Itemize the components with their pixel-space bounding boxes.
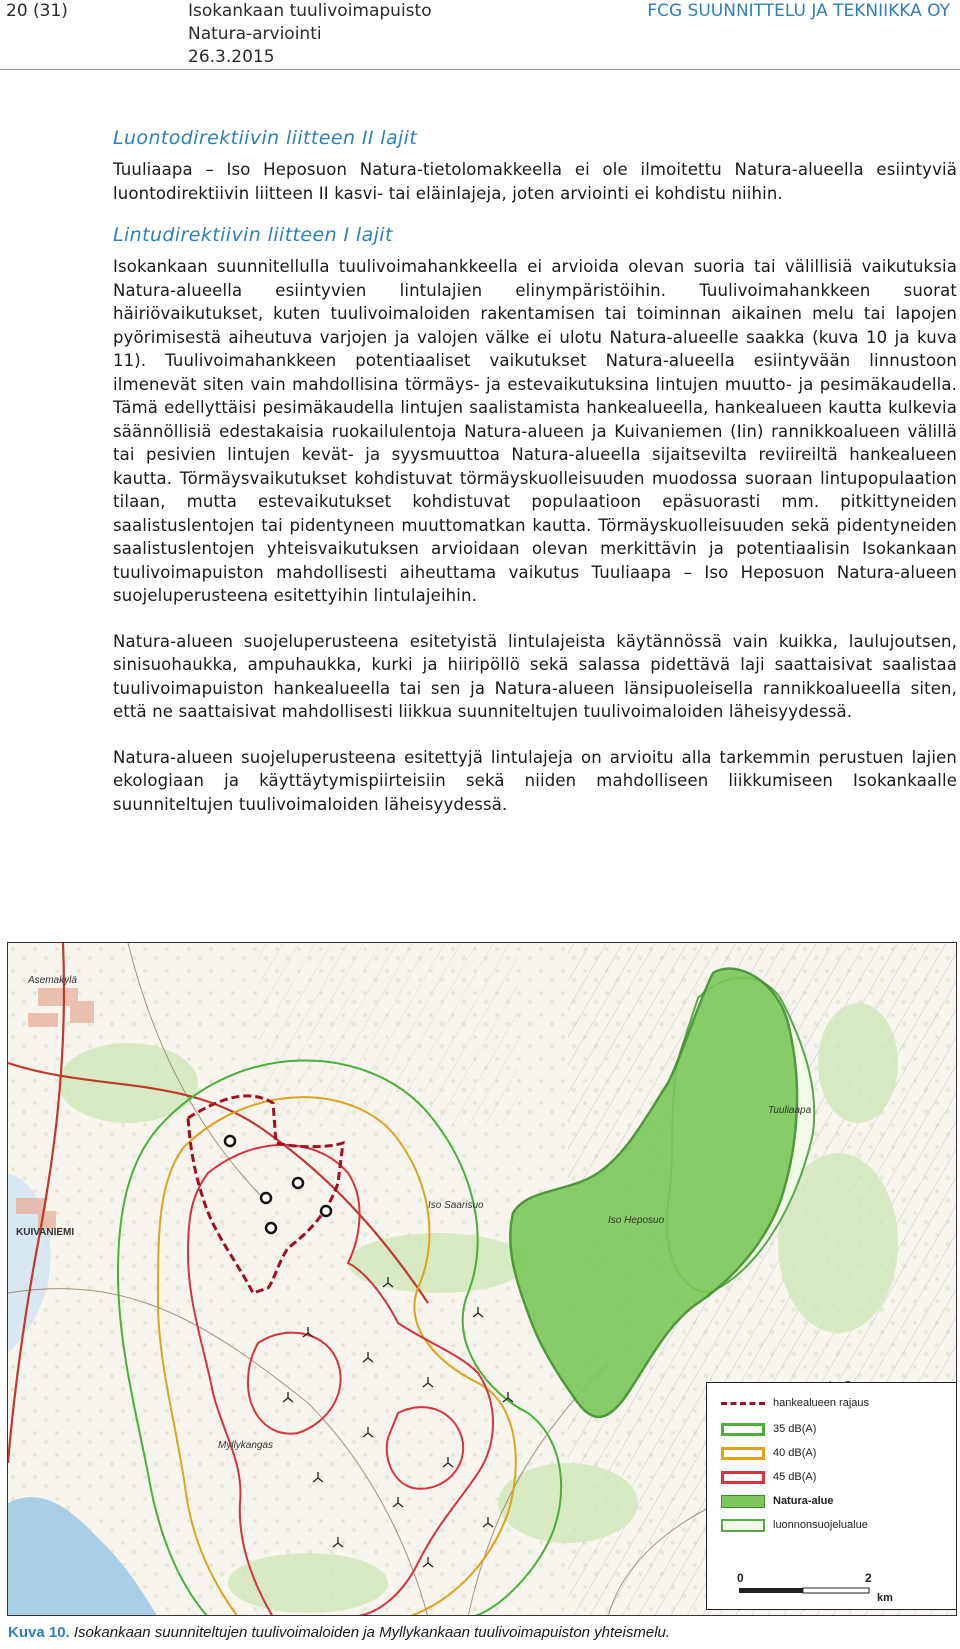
label-myllykangas: Myllykangas — [218, 1440, 274, 1451]
paragraph-birds-1: Isokankaan suunnitellulla tuulivoimahankkeella ei arvioida olevan suoria tai välillisiä vaikutuksia Natura-alueella esiintyvien lintulajien elinympäristöihin. Tuulivoimahankkeen suorat häiriövaikutukset, kuten tuulivoimaloiden rakentamisen tai toiminnan aikainen melu tai lapojen pyörimisestä aiheutuva varjojen ja valojen välke ei ulotu Natura-alueelle saakka (kuva 10 ja kuva 11). Tuulivoimahankkeen potentiaaliset vaikutukset Natura-alueella esiintyvään linnustoon ilmenevät siten vain mahdollisina törmäys- ja estevaikutuksina lintujen muutto- ja pesimäkaudella. Tämä edellyttäisi pesimäkaudella lintujen saalistamista hankealueella, hankealueen kautta kulkevia säännöllisiä edestakaisia ruokailulentoja Natura-alueen ja Kuivaniemen (Iin) rannikkoalueen välillä tai pesivien lintujen kevät- ja syysmuuttoa Natura-alueella sijaitsevilta reviireiltä hankealueen kautta. Törmäysvaikutukset kohdistuvat törmäyskuolleisuuden muodossa suoraan lintupopulaation tilaan, mutta estevaikutukset kohdistuvat populaatioon epäsuorasti mm. pitkittyneiden saalistuslentojen tai pidentyneen muuttomatkan kautta. Törmäyskuolleisuuden sekä pidentyneiden saalistuslentojen yhteisvaikutuksen arvioidaan olevan merkittävin ja potentiaalisin Isokankaan tuulivoimapuiston mahdollisesti aiheuttama vaikutus Tuuliaapa – Iso Heposuon Natura-alueen suojeluperusteena esitettyihin lintulajeihin. — [113, 257, 957, 605]
scale-bar — [737, 1571, 917, 1607]
section-heading-annex-ii: Luontodirektiivin liitteen II lajit — [113, 127, 418, 149]
caption-label: Kuva 10. — [8, 1624, 70, 1641]
scale-start: 0 — [737, 1571, 744, 1585]
header-subtitle: Natura-arviointi — [188, 24, 322, 44]
scale-end: 2 — [865, 1571, 872, 1585]
figure-caption — [8, 1624, 958, 1641]
header-document-info — [188, 0, 432, 69]
legend-symbol-reserve — [721, 1519, 765, 1532]
header-project: Isokankaan tuulivoimapuisto — [188, 1, 432, 21]
legend-symbol-35db — [721, 1423, 765, 1436]
legend-symbol-45db — [721, 1471, 765, 1484]
scale-unit: km — [877, 1592, 893, 1604]
legend-symbol-40db — [721, 1447, 765, 1460]
label-asemakyla: Asemakylä — [28, 975, 77, 986]
legend-item-boundary: hankealueen rajaus — [721, 1395, 869, 1411]
legend-symbol-natura — [721, 1495, 765, 1508]
caption-text: Isokankaan suunniteltujen tuulivoimaloiden ja Myllykankaan tuulivoimapuiston yhteismelu. — [69, 1624, 671, 1641]
legend-item-natura: Natura-alue — [721, 1493, 834, 1509]
section-heading-birds-annex-i: Lintudirektiivin liitteen I lajit — [113, 224, 393, 246]
legend-item-reserve: luonnonsuojelualue — [721, 1517, 868, 1533]
map-legend — [706, 1382, 957, 1610]
paragraph-birds-2: Natura-alueen suojeluperusteena esitetyistä lintulajeista käytännössä vain kuikka, laulujoutsen, sinisuohaukka, ampuhaukka, kurki ja hiiripöllö sekä salassa pidettävä laji saattaisivat saalistaa tuulivoimapuiston hankealueella tai sen ja Natura-alueen länsipuoleisella rannikkoalueella siten, että ne saattaisivat mahdollisesti liikkua suunniteltujen tuulivoimaloiden läheisyydessä. — [113, 631, 957, 721]
label-tuuliaapa: Tuuliaapa — [768, 1105, 812, 1116]
scale-bar-graphic — [737, 1571, 917, 1607]
label-kuivaniemi: KUIVANIEMI — [16, 1227, 75, 1238]
page-header — [0, 0, 960, 70]
label-iso-heposuo: Iso Heposuo — [608, 1215, 665, 1226]
ditch-network-north — [258, 943, 518, 1123]
page-number: 20 (31) — [6, 1, 68, 21]
document-body — [113, 124, 957, 838]
paragraph-birds-3: Natura-alueen suojeluperusteena esitettyjä lintulajeja on arvioitu alla tarkemmin perustuen lajien ekologiaan ja käyttäytymispiirteisiin sekä niiden mahdolliseen liikkumiseen Isokankaalle suunniteltujen tuulivoimaloiden läheisyydessä. — [113, 747, 957, 814]
label-iso-saarisuo: Iso Saarisuo — [428, 1200, 484, 1211]
legend-item-45db: 45 dB(A) — [721, 1469, 816, 1485]
header-divider — [0, 69, 960, 70]
legend-item-40db: 40 dB(A) — [721, 1445, 816, 1461]
header-date: 26.3.2015 — [188, 47, 275, 67]
header-company: FCG SUUNNITTELU JA TEKNIIKKA OY — [647, 1, 950, 21]
legend-symbol-boundary — [721, 1402, 765, 1405]
legend-item-35db: 35 dB(A) — [721, 1421, 816, 1437]
paragraph-annex-ii: Tuuliaapa – Iso Heposuon Natura-tietolomakkeella ei ole ilmoitettu Natura-alueella esiintyviä luontodirektiivin liitteen II kasvi- tai eläinlajeja, joten arviointi ei kohdistu niihin. — [113, 160, 957, 203]
